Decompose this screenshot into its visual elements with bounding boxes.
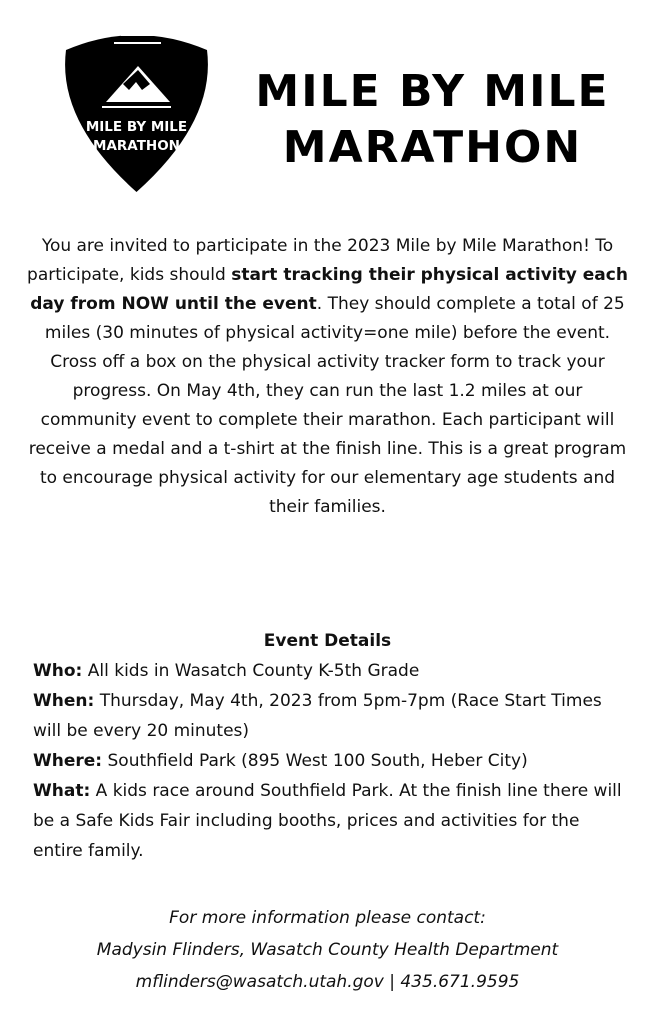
logo-line2: MARATHON <box>93 138 180 154</box>
title-line1: MILE BY MILE <box>255 66 610 117</box>
contact-heading: For more information please contact: <box>169 908 486 928</box>
logo-line1: MILE BY MILE <box>85 119 188 135</box>
event-details <box>33 656 633 866</box>
title-line2: MARATHON <box>282 122 583 173</box>
where-label: Where: <box>33 751 103 771</box>
intro-text-2: . They should complete a total of 25 miles (30 minutes of physical activity=one mile) before the event. Cross off a box on the physical activity tracker form to track your progress. On May 4th, they can run the last 1.2 miles at our community event to complete their marathon. Each participant will receive a medal and a t-shirt at the finish line. This is a great program to encourage physical activity for our elementary age students and their families. <box>28 294 627 517</box>
when-label: When: <box>33 691 95 711</box>
when-value: Thursday, May 4th, 2023 from 5pm-7pm (Race Start Times will be every 20 minutes) <box>33 691 602 741</box>
event-details-heading: Event Details <box>263 631 392 651</box>
who-line <box>33 656 633 686</box>
intro-text-1: You are invited to participate in the 2023 Mile by Mile Marathon! To participate, kids should <box>27 236 614 285</box>
contact-name: Madysin Flinders, Wasatch County Health Department <box>96 940 559 960</box>
what-label: What: <box>33 781 91 801</box>
who-label: Who: <box>33 661 83 681</box>
when-line <box>33 686 633 746</box>
where-value: Southfield Park (895 West 100 South, Heber City) <box>102 751 528 771</box>
where-line <box>33 746 633 776</box>
intro-paragraph <box>26 232 629 522</box>
who-value: All kids in Wasatch County K-5th Grade <box>82 661 420 681</box>
what-value: A kids race around Southfield Park. At the finish line there will be a Safe Kids Fair including booths, prices and activities for the entire family. <box>33 781 622 861</box>
page-title <box>230 64 635 176</box>
what-line <box>33 776 633 866</box>
contact-info <box>26 902 629 998</box>
intro-bold-text: start tracking their physical activity each day from NOW until the event <box>30 265 628 314</box>
mountain-shield-icon <box>58 26 215 194</box>
marathon-logo <box>58 26 215 194</box>
contact-email-phone[interactable]: mflinders@wasatch.utah.gov | 435.671.9595 <box>135 972 520 992</box>
